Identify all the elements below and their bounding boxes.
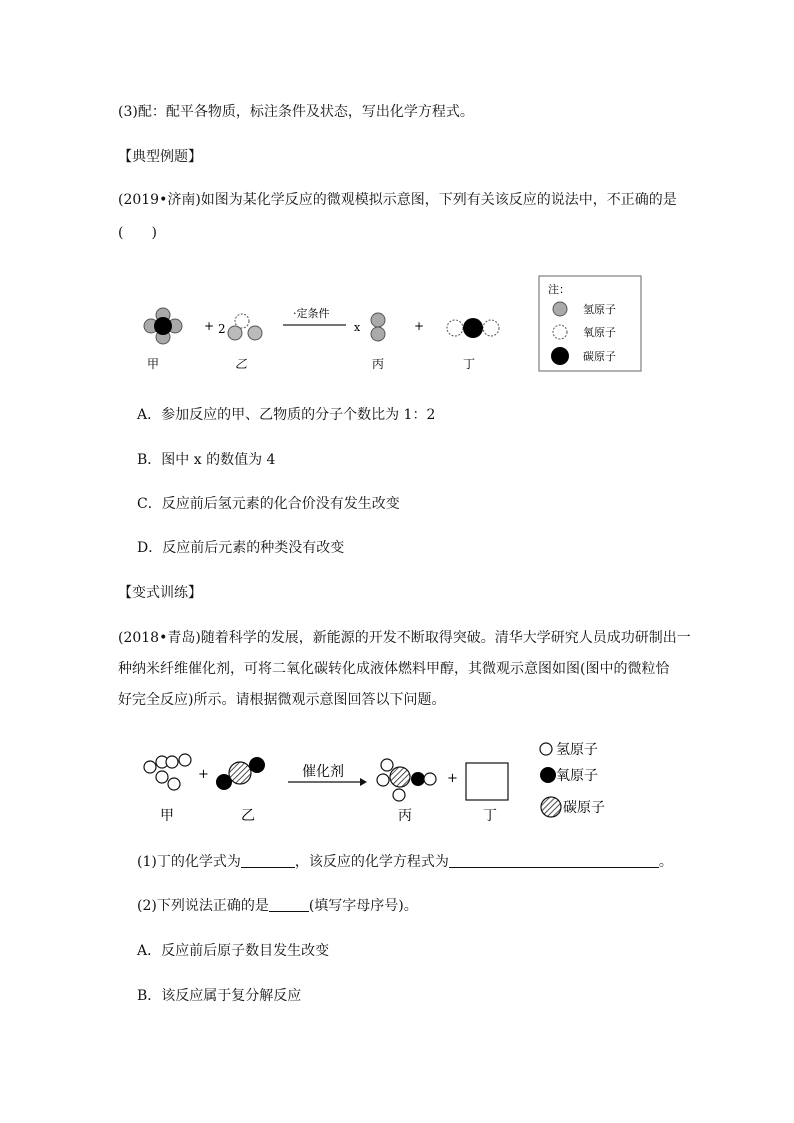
- legend-oxygen: 氧原子: [583, 326, 616, 339]
- q2-text-a: (2)下列说法正确的是: [137, 898, 269, 914]
- practice-text-line1: (2018•青岛)随着科学的发展，新能源的开发不断取得突破。清华大学研究人员成功研制出一: [118, 630, 691, 646]
- coefficient-bing: x: [354, 321, 361, 334]
- example-option-b: B．图中 x 的数值为 4: [137, 452, 276, 468]
- molecule-jia-hydrogen: [144, 754, 191, 790]
- label-bing-2: 丙: [398, 808, 412, 824]
- reaction-condition: ·定条件: [293, 307, 330, 320]
- plus-sign-3: +: [198, 767, 209, 782]
- label-ding: 丁: [463, 357, 476, 371]
- q1-text-b: ，该反应的化学方程式为: [294, 854, 449, 870]
- legend-carbon-2: 碳原子: [563, 800, 605, 816]
- practice-question-1: [137, 852, 673, 872]
- practice-text-line2: 种纳米纤维催化剂，可将二氧化碳转化成液体燃料甲醇，其微观示意图如图(图中的微粒恰: [118, 661, 670, 677]
- practice-option-a: A．反应前后原子数目发生改变: [137, 943, 330, 959]
- legend-hydrogen: 氢原子: [583, 303, 616, 316]
- plus-sign-2: +: [414, 319, 425, 333]
- plus-sign-1: +: [204, 319, 215, 333]
- practice-heading: 【变式训练】: [118, 585, 202, 601]
- label-jia: 甲: [147, 357, 160, 371]
- example-question-line2: ( ): [118, 225, 157, 241]
- practice-question-2: [137, 896, 418, 916]
- q2-text-b: (填写字母序号)。: [308, 898, 418, 914]
- q1-text-c: 。: [658, 854, 673, 870]
- practice-option-b: B．该反应属于复分解反应: [137, 988, 302, 1004]
- intro-step3: (3)配：配平各物质，标注条件及状态，写出化学方程式。: [118, 104, 474, 120]
- q1-blank-formula[interactable]: [241, 853, 295, 868]
- arrowhead-2: [360, 778, 367, 786]
- molecule-bing-methanol: [377, 759, 436, 801]
- label-bing: 丙: [372, 357, 385, 371]
- q1-blank-equation[interactable]: [449, 853, 659, 868]
- example-option-d: D．反应前后元素的种类没有改变: [137, 540, 345, 556]
- label-ding-2: 丁: [483, 808, 497, 824]
- molecule-yi-carbon-dioxide: [216, 757, 265, 790]
- example-option-a: A．参加反应的甲、乙物质的分子个数比为 1：2: [137, 407, 436, 423]
- label-yi: 乙: [235, 357, 248, 371]
- example-heading: 【典型例题】: [118, 149, 202, 165]
- label-yi-2: 乙: [241, 808, 255, 824]
- practice-text-line3: 好完全反应)所示。请根据微观示意图回答以下问题。: [118, 692, 446, 708]
- legend-2: [540, 742, 605, 817]
- example-option-c: C．反应前后氢元素的化合价没有发生改变: [137, 496, 400, 512]
- legend-carbon: 碳原子: [583, 350, 616, 363]
- q1-text-a: (1)丁的化学式为: [137, 854, 241, 870]
- legend-oxygen-2: 氧原子: [556, 768, 598, 784]
- catalyst-label: 催化剂: [302, 764, 344, 780]
- legend-title: 注：: [548, 283, 570, 296]
- ding-answer-box: [466, 763, 508, 800]
- plus-sign-4: +: [447, 771, 458, 786]
- label-jia-2: 甲: [160, 808, 174, 824]
- q2-blank-answer[interactable]: [269, 897, 309, 912]
- legend-hydrogen-2: 氢原子: [556, 742, 598, 758]
- coefficient-yi: 2: [218, 322, 226, 336]
- example-question-line1: (2019•济南)如图为某化学反应的微观模拟示意图，下列有关该反应的说法中，不正确的是: [118, 192, 677, 208]
